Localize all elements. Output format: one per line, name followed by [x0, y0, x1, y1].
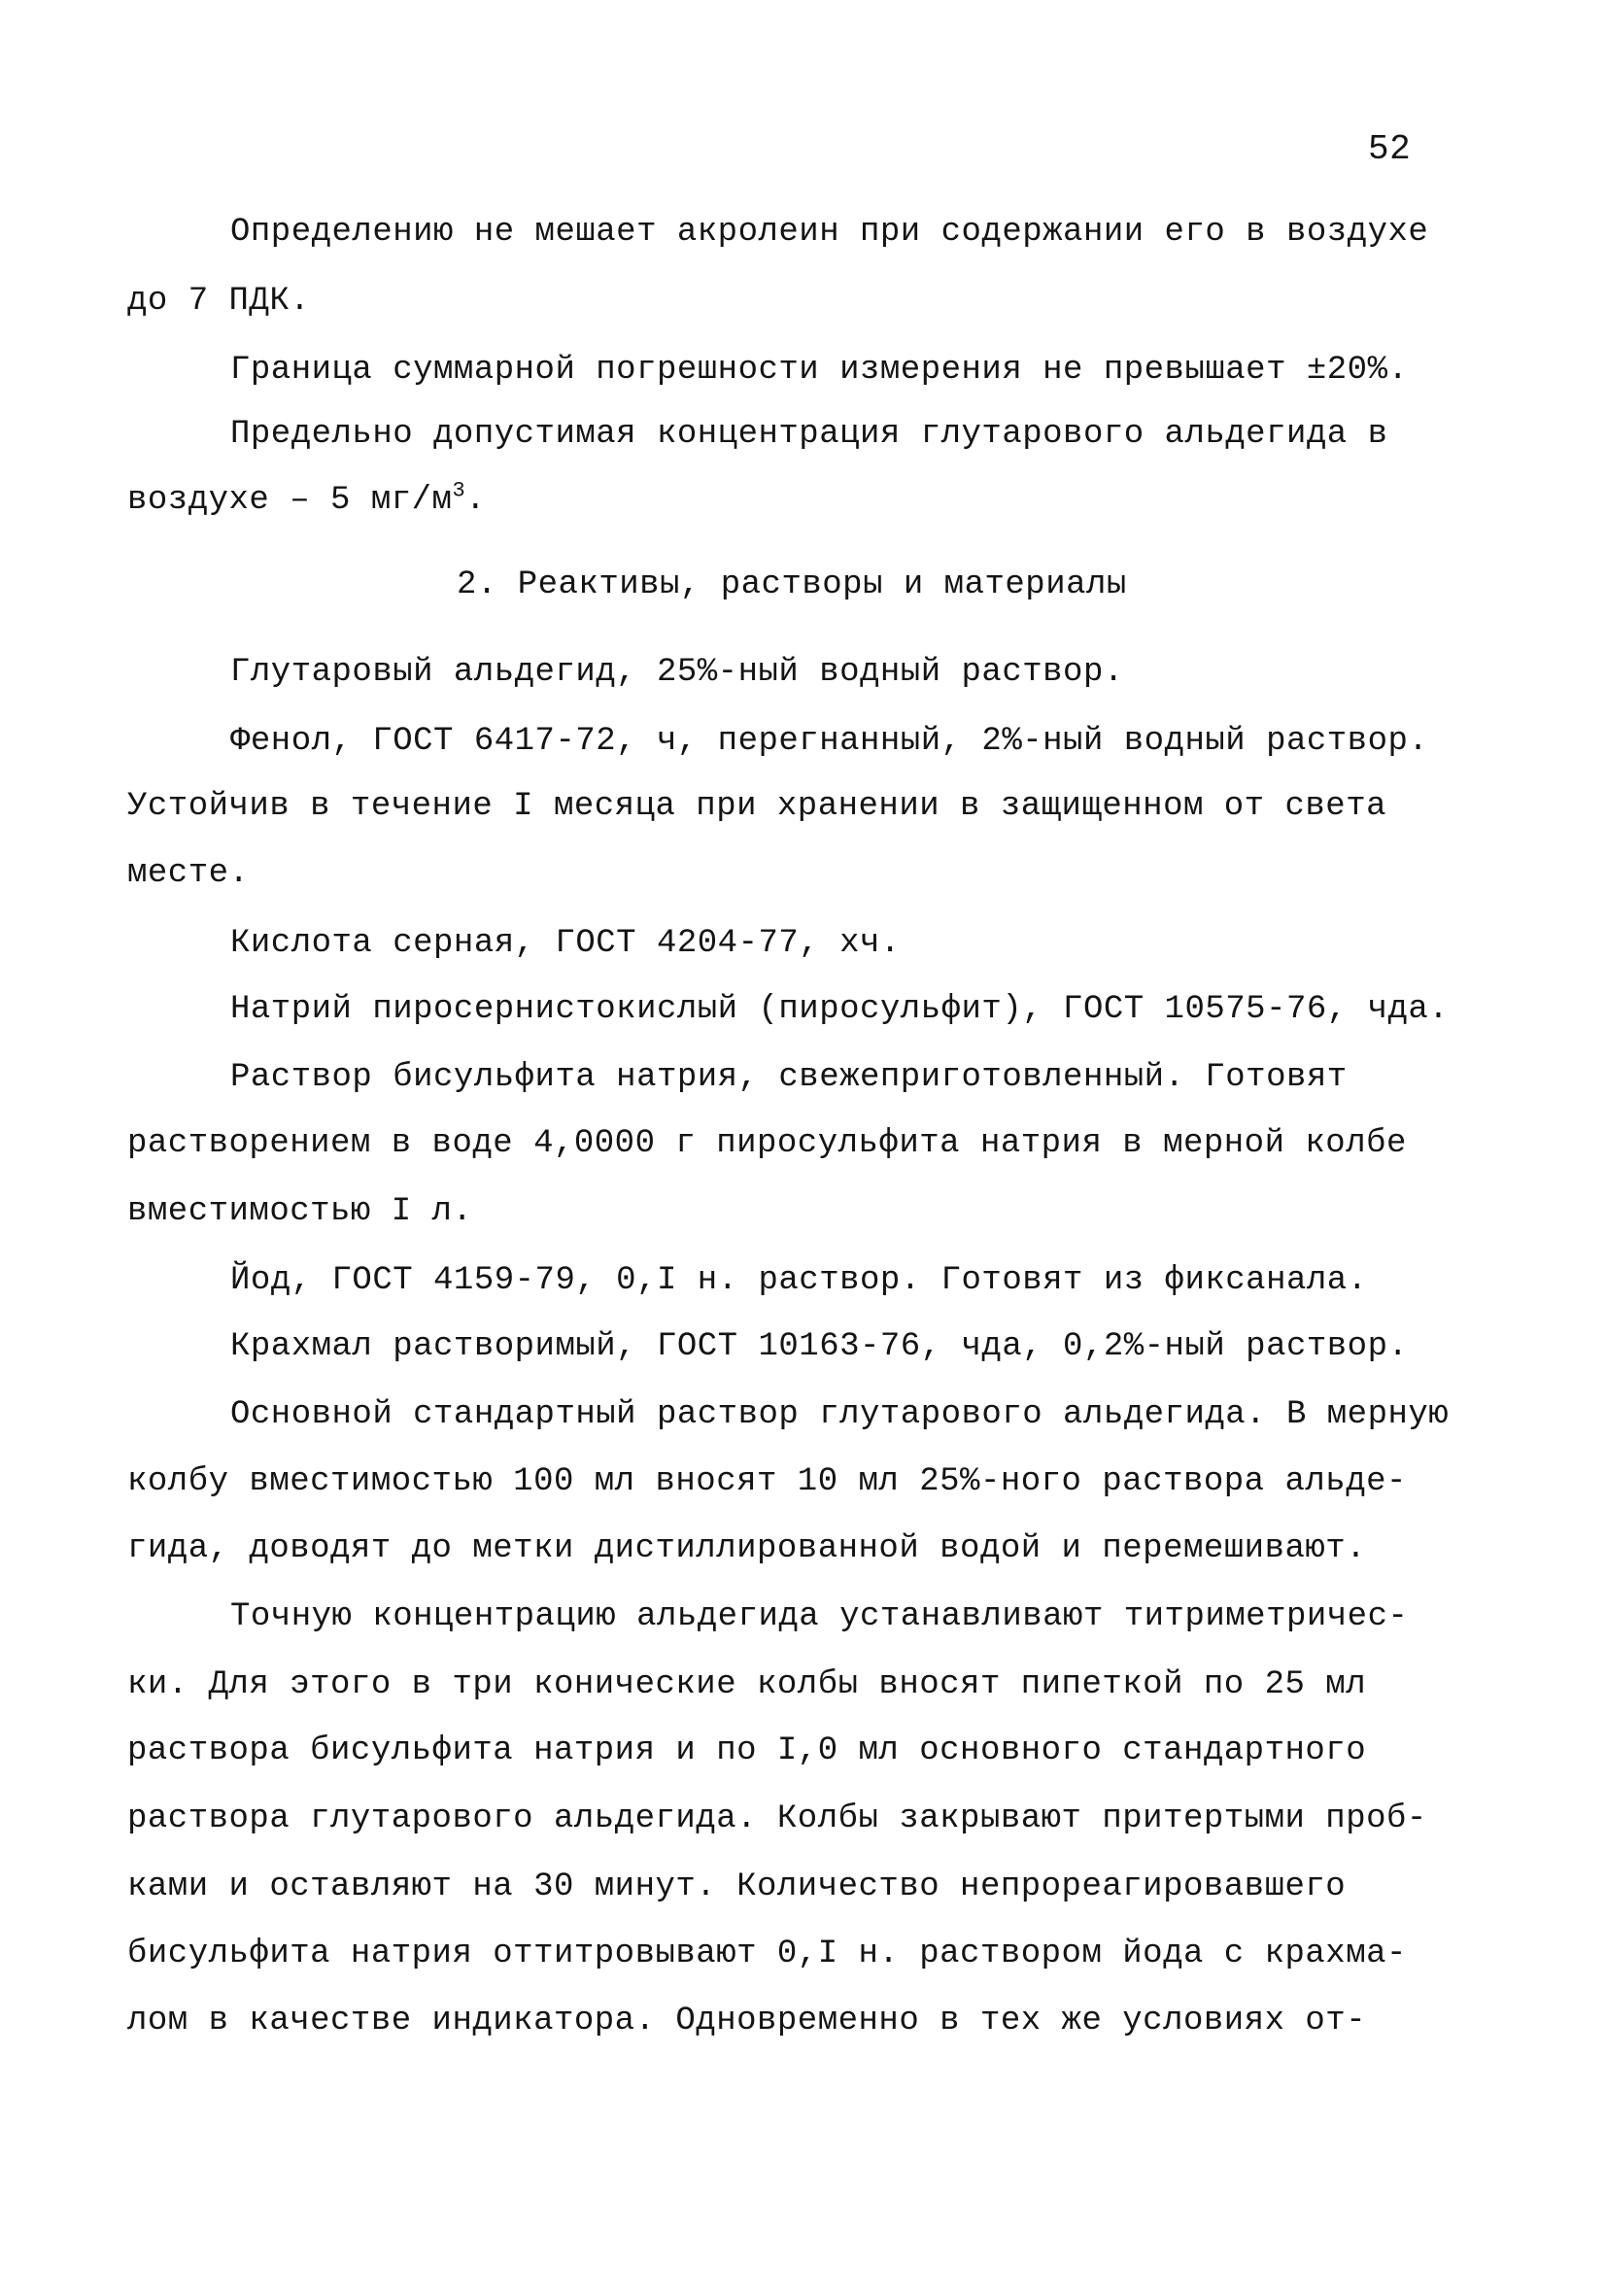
- text-line: Глутаровый альдегид, 25%-ный водный раствор.: [230, 654, 1124, 691]
- text-line: Йод, ГОСТ 4159-79, 0,I н. раствор. Готовят из фиксанала.: [230, 1262, 1368, 1299]
- text-line: Кислота серная, ГОСТ 4204-77, хч.: [230, 925, 901, 962]
- text-line: Фенол, ГОСТ 6417-72, ч, перегнанный, 2%-ный водный раствор.: [230, 723, 1429, 760]
- text-line: Граница суммарной погрешности измерения не превышает ±20%.: [230, 352, 1409, 389]
- text-line: месте.: [127, 855, 250, 892]
- text-line: ками и оставляют на 30 минут. Количество непрореагировавшего: [127, 1868, 1347, 1905]
- text-line: Определению не мешает акролеин при содержании его в воздухе: [230, 214, 1429, 251]
- text-line: Предельно допустимая концентрация глутарового альдегида в: [230, 416, 1388, 453]
- section-heading: 2. Реактивы, растворы и материалы: [457, 566, 1127, 603]
- text-line: вместимостью I л.: [127, 1193, 473, 1230]
- text-line: до 7 ПДК.: [127, 283, 311, 320]
- page-number: 52: [1368, 129, 1412, 169]
- text-line: Натрий пиросернистокислый (пиросульфит), ГОСТ 10575-76, чда.: [230, 991, 1450, 1028]
- text-line: бисульфита натрия оттитровывают 0,I н. раствором йода с крахма-: [127, 1936, 1407, 1972]
- text-line: растворением в воде 4,0000 г пиросульфита натрия в мерной колбе: [127, 1125, 1407, 1162]
- text-line: раствора глутарового альдегида. Колбы закрывают притертыми проб-: [127, 1800, 1427, 1837]
- text-line: Раствор бисульфита натрия, свежеприготовленный. Готовят: [230, 1059, 1348, 1096]
- text-line: лом в качестве индикатора. Одновременно в тех же условиях от-: [127, 2003, 1367, 2039]
- text-line: гида, доводят до метки дистиллированной водой и перемешивают.: [127, 1530, 1367, 1567]
- text-line: ки. Для этого в три конические колбы вносят пипеткой по 25 мл: [127, 1666, 1367, 1703]
- text-line: Устойчив в течение I месяца при хранении в защищенном от света: [127, 788, 1387, 825]
- text-line: Крахмал растворимый, ГОСТ 10163-76, чда, 0,2%-ный раствор.: [230, 1328, 1409, 1365]
- text-line: Основной стандартный раствор глутарового альдегида. В мерную: [230, 1396, 1450, 1433]
- text-line: Точную концентрацию альдегида устанавливают титриметричес-: [230, 1598, 1409, 1635]
- text-fragment: воздухе – 5 мг/м: [127, 482, 453, 519]
- text-fragment: .: [465, 482, 487, 519]
- text-line: колбу вместимостью 100 мл вносят 10 мл 25%-ного раствора альде-: [127, 1463, 1407, 1500]
- superscript: 3: [452, 478, 466, 503]
- text-line: раствора бисульфита натрия и по I,0 мл основного стандартного: [127, 1732, 1367, 1769]
- text-line: [127, 478, 487, 519]
